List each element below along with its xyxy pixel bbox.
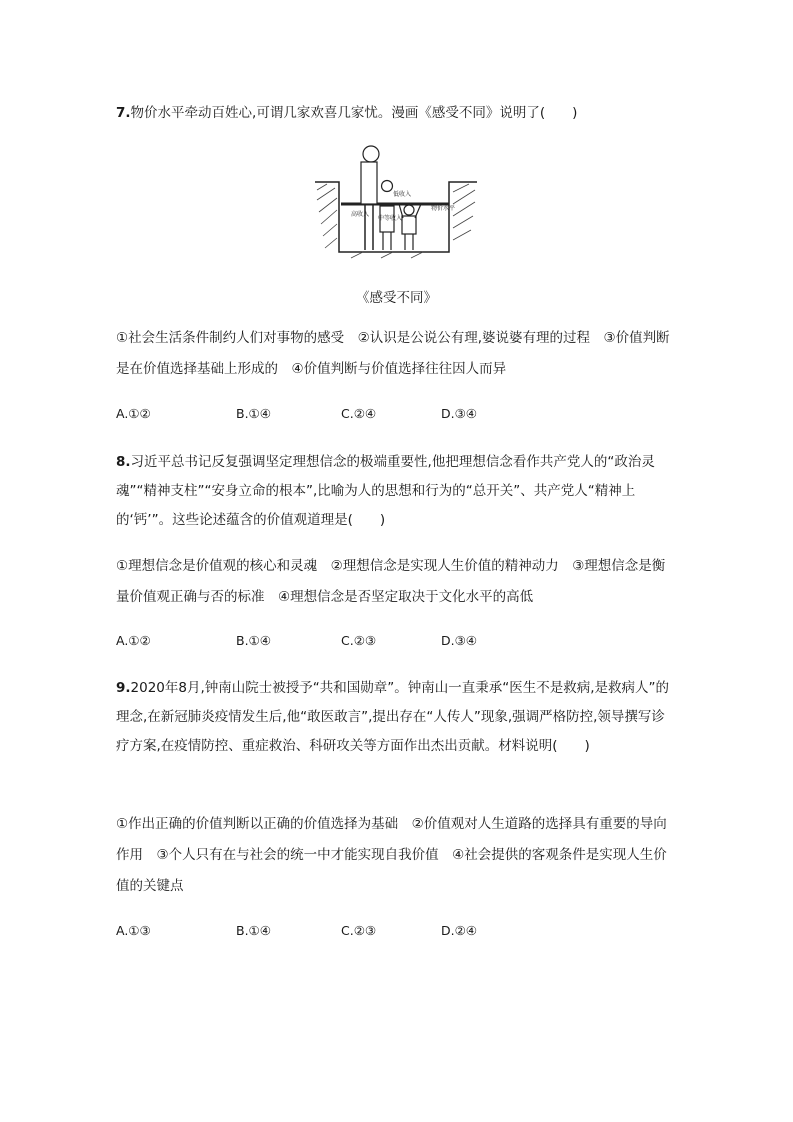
q9-number: 9. [116, 680, 131, 696]
q7-caption: 《感受不同》 [356, 290, 437, 306]
q7-stem [116, 99, 676, 128]
q9-stem [116, 674, 676, 761]
q8-choice-d[interactable]: D.③④ [441, 633, 478, 648]
q9-choice-c[interactable]: C.②③ [341, 923, 377, 938]
label-mid-income: 中等收入 [378, 215, 403, 222]
q7-choice-d[interactable]: D.③④ [441, 406, 478, 421]
q8-choices [116, 633, 676, 653]
q9-choices [116, 923, 676, 943]
q8-options: ①理想信念是价值观的核心和灵魂 ②理想信念是实现人生价值的精神动力 ③理想信念是衡量价值观正确与否的标准 ④理想信念是否坚定取决于文化水平的高低 [116, 558, 666, 605]
q7-choice-a[interactable]: A.①② [116, 406, 151, 421]
q9-choice-a[interactable]: A.①③ [116, 923, 151, 938]
cartoon-figure [311, 140, 486, 260]
q7-number: 7. [116, 105, 131, 121]
q8-choice-a[interactable]: A.①② [116, 633, 151, 648]
q7-options: ①社会生活条件制约人们对事物的感受 ②认识是公说公有理,婆说婆有理的过程 ③价值判断是在价值选择基础上形成的 ④价值判断与价值选择往往因人而异 [116, 330, 670, 377]
q8-stem [116, 448, 676, 535]
label-high-income: 高收入 [351, 211, 370, 218]
q9-text: 2020年8月,钟南山院士被授予“共和国勋章”。钟南山一直秉承“医生不是救病,是救病人”的理念,在新冠肺炎疫情发生后,他“敢医敢言”,提出存在“人传人”现象,强调严格防控,领导撰写诊疗方案,在疫情防控、重症救治、科研攻关等方面作出杰出贡献。材料说明( ) [116, 680, 670, 754]
q9-choice-d[interactable]: D.②④ [441, 923, 478, 938]
q8-choice-c[interactable]: C.②③ [341, 633, 377, 648]
q8-choice-b[interactable]: B.①④ [236, 633, 271, 648]
q9-options: ①作出正确的价值判断以正确的价值选择为基础 ②价值观对人生道路的选择具有重要的导向作用 ③个人只有在与社会的统一中才能实现自我价值 ④社会提供的客观条件是实现人生价值的关键点 [116, 816, 667, 894]
q9-choice-b[interactable]: B.①④ [236, 923, 271, 938]
q7-choice-c[interactable]: C.②④ [341, 406, 377, 421]
q7-text: 物价水平牵动百姓心,可谓几家欢喜几家忧。漫画《感受不同》说明了( ) [130, 105, 578, 121]
label-price-level: 物价水平 [431, 205, 456, 212]
q8-text: 习近平总书记反复强调坚定理想信念的极端重要性,他把理想信念看作共产党人的“政治灵魂”“精神支柱”“安身立命的根本”,比喻为人的思想和行为的“总开关”、共产党人“精神上的‘钙’”。这些论述蕴含的价值观道理是( ) [116, 454, 655, 528]
q7-choice-b[interactable]: B.①④ [236, 406, 271, 421]
q8-number: 8. [116, 454, 131, 470]
q7-choices [116, 406, 676, 426]
label-low-income: 低收入 [393, 191, 412, 198]
